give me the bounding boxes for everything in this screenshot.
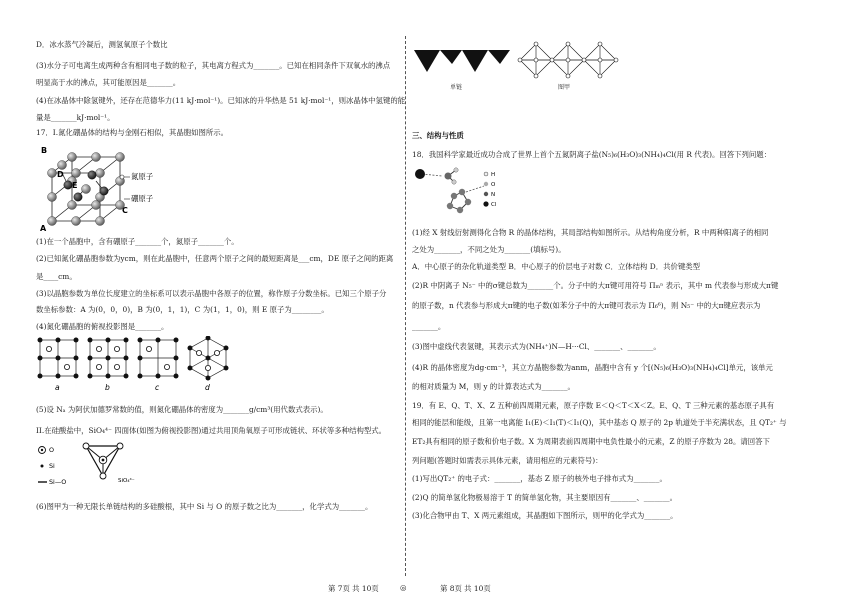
q16-4-line2: 量是_______kJ·mol⁻¹。 [36, 113, 115, 122]
tetra-label: SiO₄⁴⁻ [118, 478, 135, 484]
caption-figure-a: 图甲 [558, 84, 571, 91]
q19-line4: 列问题(答题时如需表示具体元素，请用相应的元素符号)： [412, 456, 603, 465]
q17-4: (4)氮化硼晶胞的俯视投影图是_______。 [36, 322, 169, 331]
label-a: A [40, 224, 47, 233]
legend-sio: Si—O [49, 478, 67, 486]
silicate-chain-figures [412, 40, 622, 92]
q19-line3: ET₂具有相同的原子数和价电子数。X 为周期表前四周期中电负性最小的元素，Z 的原子序数为 28。请回答下 [412, 437, 770, 446]
caption-single-chain: 单链 [450, 84, 463, 91]
q17-ii: II.在硅酸盐中，SiO₄⁴⁻ 四面体(如图为俯视投影图)通过共用顶角氧原子可形成链状、环状等多种结构型式。 [36, 426, 387, 435]
q18-2-line2: 的原子数，n 代表参与形成大π键的电子数(如苯分子中的大π键可表示为 Π₆⁶)，则 N₅⁻ 中的大π键应表示为 [412, 301, 761, 310]
q18-2-line3: _______。 [412, 322, 446, 331]
q17-3-line2: 数坐标参数：A 为(0，0，0)，B 为(0，1，1)，C 为(1，1，0)，则 E 原子为________。 [36, 305, 329, 314]
q18-1-line1: (1)经 X 射线衍射测得化合物 R 的晶体结构，其局部结构如图所示。从结构角度分析，R 中两种阳离子的相同 [412, 228, 769, 237]
q19-line1: 19．有 E、Q、T、X、Z 五种前四周期元素，原子序数 E＜Q＜T＜X＜Z。E、Q、T 三种元素的基态原子具有 [412, 401, 775, 410]
q18-4-line1: (4)R 的晶体密度为dg·cm⁻³，其立方晶胞参数为anm，晶胞中含有 y 个[(N₅)₆(H₃O)₃(NH₄)₄Cl]单元，该单元 [412, 363, 773, 372]
q17-2-line1: (2)已知氮化硼晶胞参数为ycm，则在此晶胞中，任意两个原子之间的最短距离是___cm，DE 原子之间的距离 [36, 254, 394, 263]
footer-separator: ◎ [400, 583, 407, 592]
q16-4-line1: (4)在冰晶体中除氢键外，还存在范德华力(11 kJ·mol⁻¹)。已知冰的升华热是 51 kJ·mol⁻¹，则冰晶体中氢键的能 [36, 96, 406, 105]
legend-si: Si [49, 462, 55, 470]
label-b: B [41, 146, 48, 155]
q19-2: (2)Q 的简单氢化物极易溶于 T 的简单氢化物，其主要原因有_______、_______。 [412, 493, 678, 502]
option-d: D．冰水蒸气冷凝后，测氢氧原子个数比 [36, 40, 168, 49]
option-a-label: a [55, 383, 60, 392]
legend-nitrogen: 氮原子 [131, 172, 154, 181]
sio4-figure [38, 442, 158, 494]
q19-3: (3)化合物甲由 T、X 两元素组成，其晶胞如下图所示，则甲的化学式为_______。 [412, 511, 678, 520]
q18-3: (3)图中虚线代表氢键，其表示式为(NH₄⁺)N—H···Cl、_______、_______。 [412, 342, 661, 351]
label-e: E [72, 181, 78, 190]
q19-1: (1)写出QT₂⁺ 的电子式：_______，基态 Z 原子的核外电子排布式为_______。 [412, 474, 667, 483]
legend-o: O [49, 446, 55, 454]
label-d: D [57, 170, 64, 179]
footer-right-page-number: 第 8页 共 10页 [440, 584, 491, 593]
legend-boron: 硼原子 [131, 194, 154, 203]
option-d-label: d [205, 383, 210, 392]
q17-6: (6)图甲为一种无限长单链结构的多硅酸根，其中 Si 与 O 的原子数之比为_______，化学式为_______。 [36, 502, 373, 511]
q18-title: 18．我国科学家最近成功合成了世界上首个五氮阴离子盐(N₅)₆(H₃O)₃(NH₄)₄Cl(用 R 代表)。回答下列问题： [412, 150, 772, 159]
projection-options-figure [36, 336, 236, 394]
legend-cl: Cl [491, 202, 497, 208]
q16-3-line2: 明显高于水的沸点，其可能原因是_______。 [36, 78, 181, 87]
q18-options: A．中心原子的杂化轨道类型 B．中心原子的价层电子对数 C．立体结构 D．共价键类型 [412, 262, 701, 271]
q17-2-line2: 是____cm。 [36, 272, 77, 281]
legend-n: N [491, 192, 496, 198]
q18-4-line2: 的相对质量为 M，则 y 的计算表达式为_______。 [412, 382, 575, 391]
label-c: C [122, 206, 128, 215]
q16-3-line1: (3)水分子可电离生成两种含有相同电子数的粒子，其电离方程式为_______。已知在相同条件下双氧水的沸点 [36, 61, 391, 70]
column-divider [405, 36, 406, 576]
q19-line2: 相同的能层和能级，且第一电离能 I₁(E)＜I₁(T)＜I₁(Q)，其中基态 Q 原子的 2p 轨道处于半充满状态，且 QT₂⁺ 与 [412, 418, 787, 427]
option-b-label: b [105, 383, 110, 392]
q18-2-line1: (2)R 中阴离子 N₅⁻ 中的σ键总数为_______个。分子中的大π键可用符号 Πₘⁿ 表示，其中 m 代表参与形成大π键 [412, 281, 779, 290]
option-c-label: c [155, 383, 160, 392]
bn-unit-cell-figure [38, 141, 158, 233]
q17-1: (1)在一个晶胞中，含有硼原子_______个，氮原子_______个。 [36, 237, 239, 246]
q18-1-line2: 之处为_______，不同之处为_______(填标号)。 [412, 245, 566, 254]
section-heading: 三、结构与性质 [412, 131, 464, 140]
footer-left-page-number: 第 7页 共 10页 [328, 584, 379, 593]
q17-5: (5)设 Nₐ 为阿伏加德罗常数的值，则氮化硼晶体的密度为_______g/cm³(用代数式表示)。 [36, 405, 328, 414]
r-structure-figure [412, 162, 522, 222]
q17-3-line1: (3)以晶胞参数为单位长度建立的坐标系可以表示晶胞中各原子的位置，称作原子分数坐标。已知三个原子分 [36, 289, 387, 298]
q17-title: 17．I.氮化硼晶体的结构与金刚石相似，其晶胞如图所示。 [36, 128, 229, 137]
legend-h: H [491, 172, 496, 178]
legend-o-r: O [491, 182, 496, 188]
